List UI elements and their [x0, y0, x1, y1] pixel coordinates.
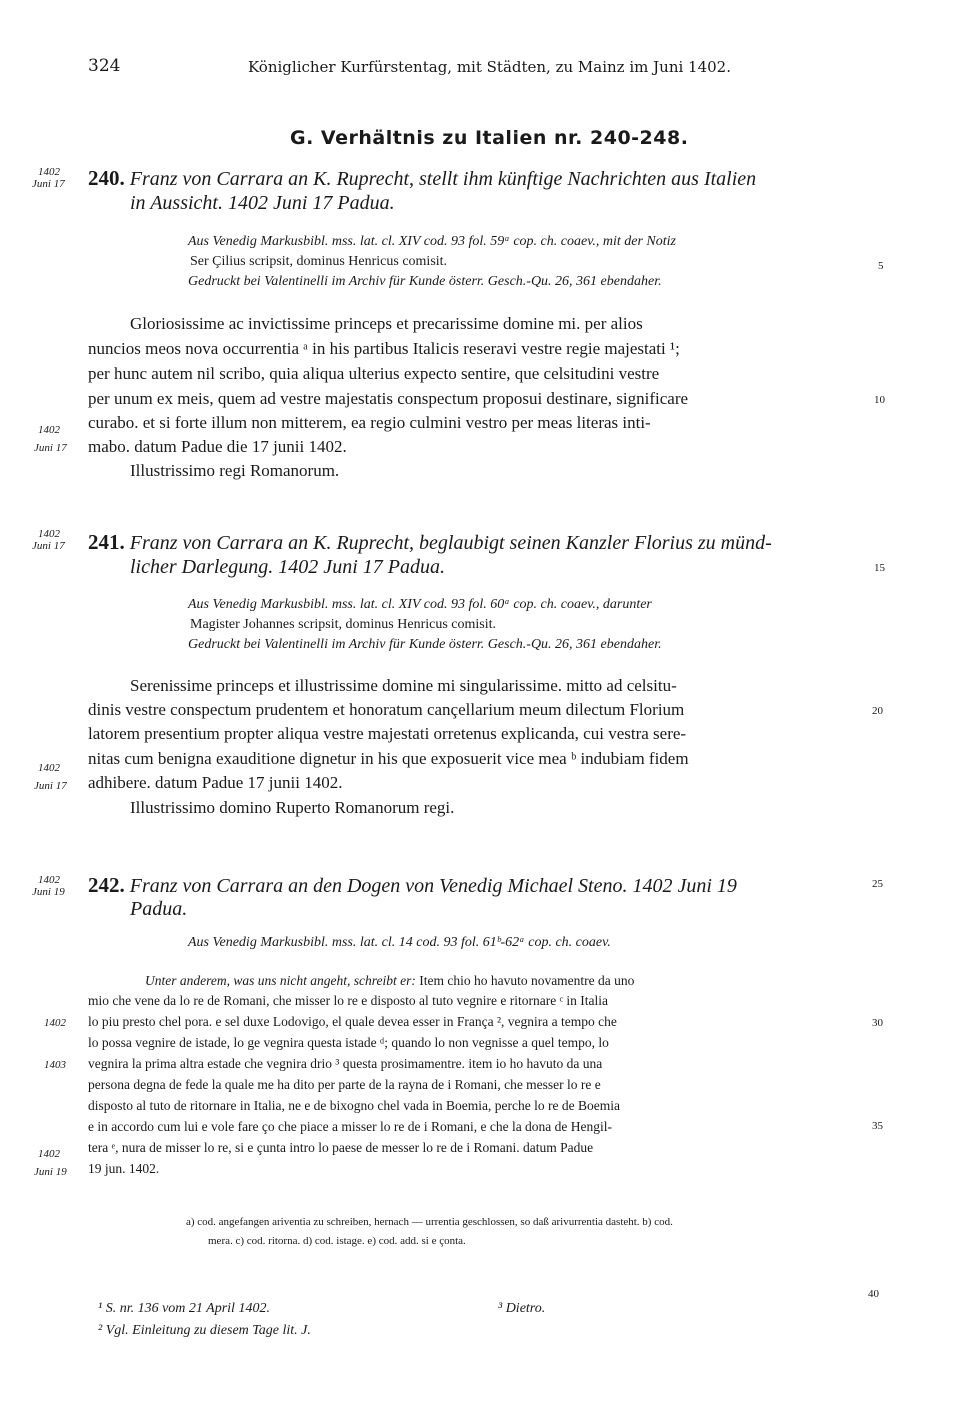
variant-note-line-1: a) cod. angefangen ariventia zu schreiben, hernach — urrentia geschlossen, so daß arivurrentia dasteht. b) cod. [186, 1216, 673, 1228]
line-number-5: 5 [878, 260, 884, 272]
margin-year: 1402 [38, 424, 60, 436]
footnote-3: ³ Dietro. [498, 1301, 546, 1316]
doc240-number: 240. [88, 166, 125, 190]
doc241-title-line-2: licher Darlegung. 1402 Juni 17 Padua. [130, 556, 445, 578]
doc242-source: Aus Venedig Markusbibl. mss. lat. cl. 14 cod. 93 fol. 61ᵇ-62ᵃ cop. ch. coaev. [188, 935, 611, 950]
doc242-text-6: disposto al tuto de ritornare in Italia, ne e de bixogno chel vada in Boemia, perche lo re de Boemia [88, 1098, 620, 1113]
doc242-text-9: 19 jun. 1402. [88, 1161, 160, 1176]
doc242-margin-year-1: 1402 [44, 1017, 66, 1029]
doc242-text-margin-date [34, 1148, 67, 1178]
doc240-text-1: Gloriosissime ac invictissime princeps et precarissime domine mi. per alios [130, 314, 643, 333]
doc242-title [88, 873, 737, 898]
doc241-text-5: adhibere. datum Padue 17 junii 1402. [88, 773, 343, 792]
doc241-number: 241. [88, 530, 125, 554]
doc242-title-line-1: Franz von Carrara an den Dogen von Venedig Michael Steno. 1402 Juni 19 [129, 875, 737, 897]
doc240-margin-date [32, 166, 65, 190]
doc242-text-2: lo piu presto chel pora. e sel duxe Lodovigo, el quale devea esser in Françа ², vegnira a tempo che [88, 1014, 617, 1029]
doc242-text-8: tera ᵉ, nura de misser lo re, si e çunta intro lo paese de messer lo re de i Romani. datum Padue [88, 1140, 594, 1155]
doc240-text-5: curabo. et si forte illum non mitterem, ea regio culmini vestro per meas literas inti- [88, 413, 651, 432]
margin-day: Juni 17 [32, 540, 65, 553]
line-number-20: 20 [872, 705, 883, 717]
doc242-text-4: vegnira la prima altra estade che vegnira drio ³ questa prosimamentre. item io ho havuto da una [88, 1056, 603, 1071]
doc242-text-7: e in accordo cum lui e vole fare ço che piace a misser lo re de i Romani, e che la dona de Hengil- [88, 1119, 613, 1134]
doc242-number: 242. [88, 873, 125, 897]
line-number-35: 35 [872, 1120, 883, 1132]
margin-year: 1402 [38, 762, 60, 774]
doc240-text-7: Illustrissimo regi Romanorum. [130, 461, 340, 480]
doc240-text-6: mabo. datum Padue die 17 junii 1402. [88, 437, 347, 456]
margin-day: Juni 17 [32, 178, 65, 191]
doc241-title [88, 530, 772, 555]
doc241-text-6: Illustrissimo domino Ruperto Romanorum regi. [130, 798, 455, 817]
doc240-text-4: per unum ex meis, quem ad vestre majestatis conspectum proposui destinare, significare [88, 389, 689, 408]
doc240-source-2: Ser Çilius scripsit, dominus Henricus comisit. [190, 254, 448, 269]
variant-note-line-2: mera. c) cod. ritorna. d) cod. istage. e) cod. add. si e çonta. [208, 1235, 466, 1247]
doc242-text-first-rest: Item chio ho havuto novamentre da uno [415, 973, 635, 988]
doc240-text-margin-date [34, 424, 67, 454]
doc241-text-3: latorem presentium propter aliqua vestre majestati orretenus explicanda, cui vestra sere- [88, 724, 687, 743]
doc241-text-margin-date [34, 762, 67, 792]
margin-day: Juni 19 [34, 1166, 67, 1179]
line-number-25: 25 [872, 878, 883, 890]
doc242-text-1: mio che vene da lo re de Romani, che misser lo re e disposto al tuto vegnire e ritornare ᶜ in Italia [88, 993, 609, 1008]
doc240-title [88, 166, 756, 191]
doc242-margin-year-2: 1403 [44, 1059, 66, 1071]
section-heading: G. Verhältnis zu Italien nr. 240-248. [290, 127, 689, 149]
doc241-text-2: dinis vestre conspectum prudentem et honoratum cançellarium meum dilectum Florium [88, 700, 685, 719]
doc240-source-3: Gedruckt bei Valentinelli im Archiv für Kunde österr. Gesch.-Qu. 26, 361 ebendaher. [188, 274, 662, 289]
signature-mark: 40 [868, 1288, 879, 1300]
doc241-source-1: Aus Venedig Markusbibl. mss. lat. cl. XIV cod. 93 fol. 60ᵃ cop. ch. coaev., darunter [188, 597, 652, 612]
doc241-source-2: Magister Johannes scripsit, dominus Henricus comisit. [190, 617, 497, 632]
footnote-2: ² Vgl. Einleitung zu diesem Tage lit. J. [98, 1323, 311, 1338]
doc241-text-4: nitas cum benigna exauditione dignetur in his que exposuerit vice mea ᵇ indubiam fidem [88, 749, 689, 768]
doc240-title-line-1: Franz von Carrara an K. Ruprecht, stellt ihm künftige Nachrichten aus Italien [129, 168, 757, 190]
line-number-30: 30 [872, 1017, 883, 1029]
running-title: Königlicher Kurfürstentag, mit Städten, zu Mainz im Juni 1402. [248, 58, 731, 76]
margin-year: 1402 [38, 166, 60, 178]
footnote-1: ¹ S. nr. 136 vom 21 April 1402. [98, 1301, 270, 1316]
doc242-intro: Unter anderem, was uns nicht angeht, schreibt er: [145, 973, 416, 988]
margin-day: Juni 17 [34, 780, 67, 793]
doc240-source-1: Aus Venedig Markusbibl. mss. lat. cl. XIV cod. 93 fol. 59ᵃ cop. ch. coaev., mit der Notiz [188, 234, 676, 249]
doc240-title-line-2: in Aussicht. 1402 Juni 17 Padua. [130, 192, 395, 214]
line-number-15: 15 [874, 562, 885, 574]
doc242-text-5: persona degna de fede la quale me ha dito per parte de la rayna de i Romani, che messer lo re e [88, 1077, 601, 1092]
doc242-title-line-2: Padua. [130, 898, 188, 920]
doc242-text-first [145, 973, 634, 989]
doc240-text-2: nuncios meos nova occurrentia ᵃ in his partibus Italicis reseravi vestre regie majestati ¹; [88, 339, 680, 358]
line-number-10: 10 [874, 394, 885, 406]
margin-year: 1402 [38, 528, 60, 540]
doc241-margin-date [32, 528, 65, 552]
margin-day: Juni 17 [34, 442, 67, 455]
doc241-title-line-1: Franz von Carrara an K. Ruprecht, beglaubigt seinen Kanzler Florius zu münd- [129, 532, 772, 554]
doc240-text-3: per hunc autem nil scribo, quia aliqua ulterius expecto sentire, que celsitudini vestre [88, 364, 660, 383]
doc242-text-3: lo possa vegnire de istade, lo ge vegnira questa istade ᵈ; quando lo non vegnisse a quel tempo, lo [88, 1035, 609, 1050]
margin-year: 1402 [38, 1148, 60, 1160]
page-number: 324 [88, 56, 121, 76]
margin-year: 1402 [38, 874, 60, 886]
margin-day: Juni 19 [32, 886, 65, 899]
doc242-margin-date [32, 874, 65, 898]
doc241-text-1: Serenissime princeps et illustrissime domine mi singularissime. mitto ad celsitu- [130, 676, 677, 695]
doc241-source-3: Gedruckt bei Valentinelli im Archiv für Kunde österr. Gesch.-Qu. 26, 361 ebendaher. [188, 637, 662, 652]
